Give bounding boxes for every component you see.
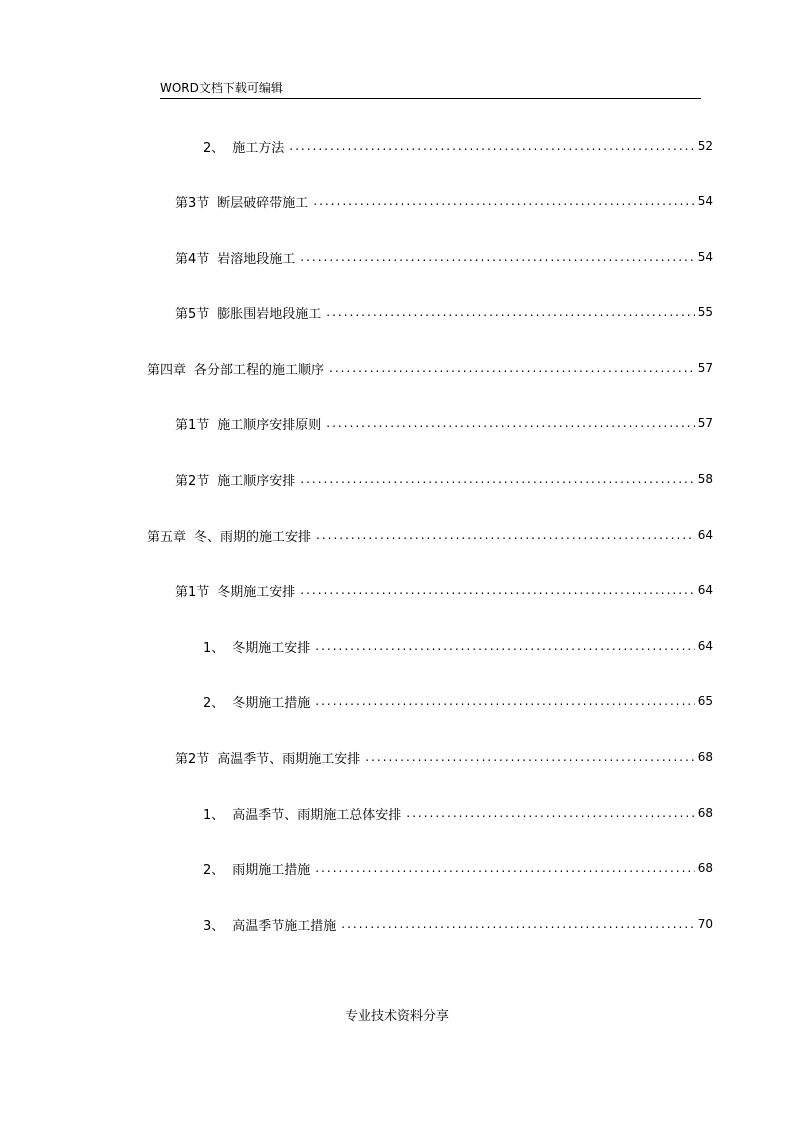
toc-entry[interactable]: [175, 302, 713, 322]
toc-entry[interactable]: [175, 747, 713, 767]
toc-dot-leader: [315, 639, 694, 653]
toc-entry-page: 52: [697, 139, 713, 153]
toc-entry-number: 2、: [203, 862, 225, 878]
toc-entry-title: 冬、雨期的施工安排: [194, 529, 312, 545]
toc-dot-leader: [365, 750, 694, 764]
toc-dot-leader: [326, 416, 694, 430]
toc-entry-title: 高温季节、雨期施工总体安排: [232, 807, 402, 823]
toc-entry-title: 冬期施工措施: [232, 695, 311, 711]
toc-dot-leader: [316, 528, 695, 542]
toc-dot-leader: [300, 583, 694, 597]
toc-dot-leader: [326, 305, 694, 319]
toc-entry-number: 第5节: [175, 306, 210, 322]
toc-dot-leader: [300, 472, 694, 486]
toc-entry-title: 雨期施工措施: [232, 862, 311, 878]
toc-entry[interactable]: [203, 691, 713, 711]
toc-entry-number: 第2节: [175, 473, 210, 489]
toc-entry[interactable]: [175, 247, 713, 267]
toc-entry-number: 第4节: [175, 251, 210, 267]
toc-entry-number: 1、: [203, 807, 225, 823]
toc-entry-number: 2、: [203, 695, 225, 711]
toc-entry-page: 70: [697, 917, 713, 931]
toc-entry[interactable]: [175, 413, 713, 433]
toc-entry-page: 64: [697, 639, 713, 653]
toc-entry-page: 68: [697, 806, 713, 820]
header-text: WORD文档下载可编辑: [160, 81, 283, 95]
toc-dot-leader: [329, 361, 695, 375]
toc-entry-number: 第五章: [147, 529, 187, 545]
toc-entry-number: 第1节: [175, 584, 210, 600]
toc-entry-page: 55: [697, 305, 713, 319]
toc-entry-title: 膨胀围岩地段施工: [217, 306, 322, 322]
page-footer: 专业技术资料分享: [344, 1009, 449, 1024]
toc-entry[interactable]: [147, 358, 713, 378]
toc-dot-leader: [300, 250, 694, 264]
toc-entry-number: 2、: [203, 140, 225, 156]
toc-entry[interactable]: [203, 803, 713, 823]
toc-entry-page: 64: [697, 583, 713, 597]
toc-entry-title: 各分部工程的施工顺序: [194, 362, 325, 378]
toc-entry-number: 第3节: [175, 195, 210, 211]
toc-dot-leader: [341, 917, 694, 931]
toc-entry-page: 54: [697, 250, 713, 264]
toc-entry-number: 1、: [203, 640, 225, 656]
toc-entry-title: 施工方法: [232, 140, 285, 156]
toc-dot-leader: [406, 806, 694, 820]
toc-entry-page: 54: [697, 194, 713, 208]
toc-entry-title: 岩溶地段施工: [217, 251, 296, 267]
toc-entry-number: 第1节: [175, 417, 210, 433]
toc-entry-number: 第四章: [147, 362, 187, 378]
toc-entry-number: 第2节: [175, 751, 210, 767]
toc-entry[interactable]: [203, 914, 713, 934]
toc-entry[interactable]: [175, 580, 713, 600]
toc-entry[interactable]: [203, 636, 713, 656]
toc-entry-title: 施工顺序安排原则: [217, 417, 322, 433]
toc-entry-title: 高温季节施工措施: [232, 918, 337, 934]
toc-dot-leader: [315, 694, 694, 708]
toc-entry[interactable]: [175, 469, 713, 489]
toc-entry-title: 冬期施工安排: [232, 640, 311, 656]
toc-entry-page: 64: [697, 528, 713, 542]
toc-entry-page: 57: [697, 361, 713, 375]
toc-entry-page: 57: [697, 416, 713, 430]
toc-entry[interactable]: [203, 858, 713, 878]
toc-entry-page: 58: [697, 472, 713, 486]
toc-entry-number: 3、: [203, 918, 225, 934]
toc-entry-page: 65: [697, 694, 713, 708]
toc-dot-leader: [313, 194, 694, 208]
toc-entry-title: 冬期施工安排: [217, 584, 296, 600]
toc-entry[interactable]: [203, 136, 713, 156]
toc-entry-title: 高温季节、雨期施工安排: [217, 751, 361, 767]
toc-dot-leader: [289, 139, 694, 153]
toc-entry-title: 施工顺序安排: [217, 473, 296, 489]
toc-entry[interactable]: [175, 191, 713, 211]
toc-entry-page: 68: [697, 861, 713, 875]
toc-dot-leader: [315, 861, 694, 875]
toc-entry-page: 68: [697, 750, 713, 764]
toc-entry-title: 断层破碎带施工: [217, 195, 309, 211]
toc-entry[interactable]: [147, 525, 713, 545]
